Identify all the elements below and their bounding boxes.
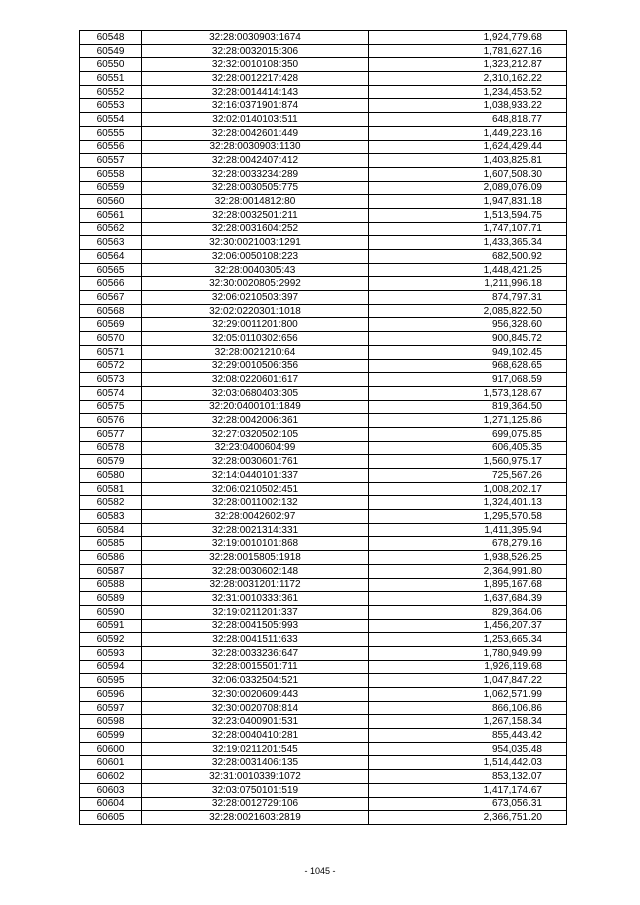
amount-cell: 819,364.50	[369, 400, 567, 414]
table-row	[80, 564, 567, 578]
table-row	[80, 455, 567, 469]
amount-cell: 1,324,401.13	[369, 496, 567, 510]
table-row	[80, 167, 567, 181]
amount-cell: 1,747,107.71	[369, 222, 567, 236]
amount-cell: 2,089,076.09	[369, 181, 567, 195]
amount-cell: 1,947,831.18	[369, 195, 567, 209]
amount-cell: 1,008,202.17	[369, 482, 567, 496]
amount-cell: 1,560,975.17	[369, 455, 567, 469]
amount-cell: 1,926,119.68	[369, 660, 567, 674]
row-id-cell: 60562	[80, 222, 142, 236]
cadastral-number-cell: 32:02:0140103:511	[142, 113, 369, 127]
amount-cell: 1,573,128.67	[369, 386, 567, 400]
table-row	[80, 742, 567, 756]
table-row	[80, 783, 567, 797]
row-id-cell: 60589	[80, 592, 142, 606]
table-row	[80, 756, 567, 770]
amount-cell: 2,085,822.50	[369, 304, 567, 318]
cadastral-number-cell: 32:03:0750101:519	[142, 783, 369, 797]
row-id-cell: 60585	[80, 537, 142, 551]
amount-cell: 1,271,125.86	[369, 414, 567, 428]
cadastral-number-cell: 32:28:0041511:633	[142, 633, 369, 647]
amount-cell: 829,364.06	[369, 605, 567, 619]
cadastral-number-cell: 32:23:0400901:531	[142, 715, 369, 729]
table-row	[80, 688, 567, 702]
row-id-cell: 60583	[80, 510, 142, 524]
cadastral-number-cell: 32:31:0010333:361	[142, 592, 369, 606]
row-id-cell: 60586	[80, 551, 142, 565]
row-id-cell: 60597	[80, 701, 142, 715]
table-row	[80, 811, 567, 825]
amount-cell: 1,411,395.94	[369, 523, 567, 537]
cadastral-number-cell: 32:19:0010101:868	[142, 537, 369, 551]
row-id-cell: 60581	[80, 482, 142, 496]
table-row	[80, 592, 567, 606]
row-id-cell: 60555	[80, 126, 142, 140]
table-row	[80, 373, 567, 387]
cadastral-number-cell: 32:28:0021603:2819	[142, 811, 369, 825]
row-id-cell: 60568	[80, 304, 142, 318]
row-id-cell: 60549	[80, 44, 142, 58]
table-row	[80, 578, 567, 592]
cadastral-number-cell: 32:28:0031406:135	[142, 756, 369, 770]
table-row	[80, 195, 567, 209]
cadastral-number-cell: 32:28:0030601:761	[142, 455, 369, 469]
amount-cell: 1,417,174.67	[369, 783, 567, 797]
table-row	[80, 427, 567, 441]
row-id-cell: 60588	[80, 578, 142, 592]
row-id-cell: 60551	[80, 72, 142, 86]
cadastral-number-cell: 32:14:0440101:337	[142, 469, 369, 483]
amount-cell: 1,295,570.58	[369, 510, 567, 524]
row-id-cell: 60596	[80, 688, 142, 702]
cadastral-number-cell: 32:30:0020708:814	[142, 701, 369, 715]
amount-cell: 648,818.77	[369, 113, 567, 127]
table-row	[80, 510, 567, 524]
row-id-cell: 60554	[80, 113, 142, 127]
amount-cell: 900,845.72	[369, 332, 567, 346]
row-id-cell: 60582	[80, 496, 142, 510]
row-id-cell: 60548	[80, 31, 142, 45]
amount-cell: 956,328.60	[369, 318, 567, 332]
table-row	[80, 715, 567, 729]
row-id-cell: 60561	[80, 208, 142, 222]
row-id-cell: 60605	[80, 811, 142, 825]
table-row	[80, 674, 567, 688]
table-row	[80, 770, 567, 784]
table-row	[80, 318, 567, 332]
cadastral-number-cell: 32:28:0021210:64	[142, 345, 369, 359]
row-id-cell: 60565	[80, 263, 142, 277]
row-id-cell: 60578	[80, 441, 142, 455]
row-id-cell: 60577	[80, 427, 142, 441]
row-id-cell: 60558	[80, 167, 142, 181]
amount-cell: 1,780,949.99	[369, 646, 567, 660]
table-row	[80, 85, 567, 99]
table-body	[80, 31, 567, 825]
row-id-cell: 60600	[80, 742, 142, 756]
cadastral-number-cell: 32:19:0211201:545	[142, 742, 369, 756]
table-row	[80, 386, 567, 400]
cadastral-number-cell: 32:28:0012729:106	[142, 797, 369, 811]
row-id-cell: 60563	[80, 236, 142, 250]
table-row	[80, 482, 567, 496]
table-row	[80, 551, 567, 565]
table-row	[80, 359, 567, 373]
cadastral-number-cell: 32:28:0040410:281	[142, 729, 369, 743]
cadastral-number-cell: 32:08:0220601:617	[142, 373, 369, 387]
row-id-cell: 60559	[80, 181, 142, 195]
cadastral-number-cell: 32:06:0210503:397	[142, 291, 369, 305]
row-id-cell: 60569	[80, 318, 142, 332]
table-row	[80, 31, 567, 45]
table-row	[80, 605, 567, 619]
amount-cell: 855,443.42	[369, 729, 567, 743]
cadastral-number-cell: 32:28:0014414:143	[142, 85, 369, 99]
cadastral-number-cell: 32:29:0011201:800	[142, 318, 369, 332]
cadastral-number-cell: 32:28:0041505:993	[142, 619, 369, 633]
row-id-cell: 60564	[80, 250, 142, 264]
row-id-cell: 60593	[80, 646, 142, 660]
cadastral-number-cell: 32:28:0032501:211	[142, 208, 369, 222]
amount-cell: 1,047,847.22	[369, 674, 567, 688]
cadastral-number-cell: 32:06:0050108:223	[142, 250, 369, 264]
cadastral-number-cell: 32:29:0010506:356	[142, 359, 369, 373]
amount-cell: 1,234,453.52	[369, 85, 567, 99]
row-id-cell: 60550	[80, 58, 142, 72]
table-row	[80, 208, 567, 222]
table-row	[80, 154, 567, 168]
row-id-cell: 60567	[80, 291, 142, 305]
cadastral-number-cell: 32:06:0210502:451	[142, 482, 369, 496]
row-id-cell: 60566	[80, 277, 142, 291]
amount-cell: 1,924,779.68	[369, 31, 567, 45]
table-row	[80, 537, 567, 551]
table-row	[80, 291, 567, 305]
table-row	[80, 523, 567, 537]
parcel-value-table	[79, 30, 567, 825]
row-id-cell: 60572	[80, 359, 142, 373]
cadastral-number-cell: 32:27:0320502:105	[142, 427, 369, 441]
row-id-cell: 60556	[80, 140, 142, 154]
cadastral-number-cell: 32:30:0020805:2992	[142, 277, 369, 291]
cadastral-number-cell: 32:19:0211201:337	[142, 605, 369, 619]
cadastral-number-cell: 32:31:0010339:1072	[142, 770, 369, 784]
row-id-cell: 60584	[80, 523, 142, 537]
amount-cell: 1,607,508.30	[369, 167, 567, 181]
table-row	[80, 660, 567, 674]
table-row	[80, 140, 567, 154]
row-id-cell: 60601	[80, 756, 142, 770]
row-id-cell: 60591	[80, 619, 142, 633]
table-row	[80, 729, 567, 743]
row-id-cell: 60573	[80, 373, 142, 387]
cadastral-number-cell: 32:28:0030903:1130	[142, 140, 369, 154]
amount-cell: 917,068.59	[369, 373, 567, 387]
cadastral-number-cell: 32:28:0042601:449	[142, 126, 369, 140]
amount-cell: 1,433,365.34	[369, 236, 567, 250]
amount-cell: 954,035.48	[369, 742, 567, 756]
amount-cell: 699,075.85	[369, 427, 567, 441]
table-row	[80, 99, 567, 113]
cadastral-number-cell: 32:28:0021314:331	[142, 523, 369, 537]
table-row	[80, 633, 567, 647]
cadastral-number-cell: 32:28:0014812:80	[142, 195, 369, 209]
amount-cell: 725,567.26	[369, 469, 567, 483]
cadastral-number-cell: 32:03:0680403:305	[142, 386, 369, 400]
cadastral-number-cell: 32:28:0015805:1918	[142, 551, 369, 565]
table-row	[80, 646, 567, 660]
table-row	[80, 797, 567, 811]
cadastral-number-cell: 32:30:0021003:1291	[142, 236, 369, 250]
cadastral-number-cell: 32:32:0010108:350	[142, 58, 369, 72]
table-row	[80, 236, 567, 250]
cadastral-number-cell: 32:16:0371901:874	[142, 99, 369, 113]
table-row	[80, 263, 567, 277]
table-row	[80, 332, 567, 346]
table-row	[80, 222, 567, 236]
row-id-cell: 60552	[80, 85, 142, 99]
cadastral-number-cell: 32:06:0332504:521	[142, 674, 369, 688]
amount-cell: 1,323,212.87	[369, 58, 567, 72]
amount-cell: 1,448,421.25	[369, 263, 567, 277]
row-id-cell: 60590	[80, 605, 142, 619]
table-row	[80, 44, 567, 58]
amount-cell: 1,514,442.03	[369, 756, 567, 770]
row-id-cell: 60575	[80, 400, 142, 414]
table-row	[80, 441, 567, 455]
cadastral-number-cell: 32:28:0015501:711	[142, 660, 369, 674]
amount-cell: 1,038,933.22	[369, 99, 567, 113]
table-row	[80, 58, 567, 72]
cadastral-number-cell: 32:28:0033236:647	[142, 646, 369, 660]
amount-cell: 2,364,991.80	[369, 564, 567, 578]
cadastral-number-cell: 32:28:0042407:412	[142, 154, 369, 168]
amount-cell: 874,797.31	[369, 291, 567, 305]
cadastral-number-cell: 32:28:0031201:1172	[142, 578, 369, 592]
row-id-cell: 60574	[80, 386, 142, 400]
cadastral-number-cell: 32:30:0020609:443	[142, 688, 369, 702]
amount-cell: 968,628.65	[369, 359, 567, 373]
table-row	[80, 304, 567, 318]
row-id-cell: 60604	[80, 797, 142, 811]
row-id-cell: 60595	[80, 674, 142, 688]
row-id-cell: 60560	[80, 195, 142, 209]
amount-cell: 853,132.07	[369, 770, 567, 784]
cadastral-number-cell: 32:28:0033234:289	[142, 167, 369, 181]
row-id-cell: 60557	[80, 154, 142, 168]
row-id-cell: 60592	[80, 633, 142, 647]
row-id-cell: 60599	[80, 729, 142, 743]
page-number: - 1045 -	[304, 866, 336, 876]
row-id-cell: 60580	[80, 469, 142, 483]
amount-cell: 1,211,996.18	[369, 277, 567, 291]
row-id-cell: 60602	[80, 770, 142, 784]
table-row	[80, 496, 567, 510]
cadastral-number-cell: 32:28:0012217:428	[142, 72, 369, 86]
amount-cell: 1,624,429.44	[369, 140, 567, 154]
cadastral-number-cell: 32:28:0032015:306	[142, 44, 369, 58]
row-id-cell: 60553	[80, 99, 142, 113]
table-row	[80, 345, 567, 359]
cadastral-number-cell: 32:02:0220301:1018	[142, 304, 369, 318]
row-id-cell: 60594	[80, 660, 142, 674]
amount-cell: 673,056.31	[369, 797, 567, 811]
amount-cell: 1,637,684.39	[369, 592, 567, 606]
amount-cell: 606,405.35	[369, 441, 567, 455]
row-id-cell: 60579	[80, 455, 142, 469]
table-row	[80, 277, 567, 291]
table-row	[80, 414, 567, 428]
row-id-cell: 60571	[80, 345, 142, 359]
amount-cell: 1,062,571.99	[369, 688, 567, 702]
row-id-cell: 60570	[80, 332, 142, 346]
cadastral-number-cell: 32:28:0031604:252	[142, 222, 369, 236]
cadastral-number-cell: 32:28:0042006:361	[142, 414, 369, 428]
cadastral-number-cell: 32:28:0011002:132	[142, 496, 369, 510]
table-row	[80, 400, 567, 414]
table-row	[80, 250, 567, 264]
amount-cell: 1,895,167.68	[369, 578, 567, 592]
table-row	[80, 126, 567, 140]
cadastral-number-cell: 32:28:0040305:43	[142, 263, 369, 277]
cadastral-number-cell: 32:28:0030505:775	[142, 181, 369, 195]
table-row	[80, 469, 567, 483]
amount-cell: 1,253,665.34	[369, 633, 567, 647]
cadastral-number-cell: 32:28:0030602:148	[142, 564, 369, 578]
amount-cell: 1,456,207.37	[369, 619, 567, 633]
row-id-cell: 60598	[80, 715, 142, 729]
cadastral-number-cell: 32:05:0110302:656	[142, 332, 369, 346]
table-row	[80, 701, 567, 715]
row-id-cell: 60576	[80, 414, 142, 428]
amount-cell: 1,449,223.16	[369, 126, 567, 140]
cadastral-number-cell: 32:23:0400604:99	[142, 441, 369, 455]
amount-cell: 1,513,594.75	[369, 208, 567, 222]
cadastral-number-cell: 32:20:0400101:1849	[142, 400, 369, 414]
cadastral-number-cell: 32:28:0030903:1674	[142, 31, 369, 45]
table-row	[80, 181, 567, 195]
amount-cell: 682,500.92	[369, 250, 567, 264]
table-row	[80, 113, 567, 127]
cadastral-number-cell: 32:28:0042602:97	[142, 510, 369, 524]
amount-cell: 2,366,751.20	[369, 811, 567, 825]
row-id-cell: 60587	[80, 564, 142, 578]
amount-cell: 678,279.16	[369, 537, 567, 551]
table-row	[80, 619, 567, 633]
row-id-cell: 60603	[80, 783, 142, 797]
amount-cell: 1,403,825.81	[369, 154, 567, 168]
amount-cell: 1,781,627.16	[369, 44, 567, 58]
amount-cell: 1,267,158.34	[369, 715, 567, 729]
table-row	[80, 72, 567, 86]
amount-cell: 949,102.45	[369, 345, 567, 359]
amount-cell: 1,938,526.25	[369, 551, 567, 565]
amount-cell: 2,310,162.22	[369, 72, 567, 86]
amount-cell: 866,106.86	[369, 701, 567, 715]
